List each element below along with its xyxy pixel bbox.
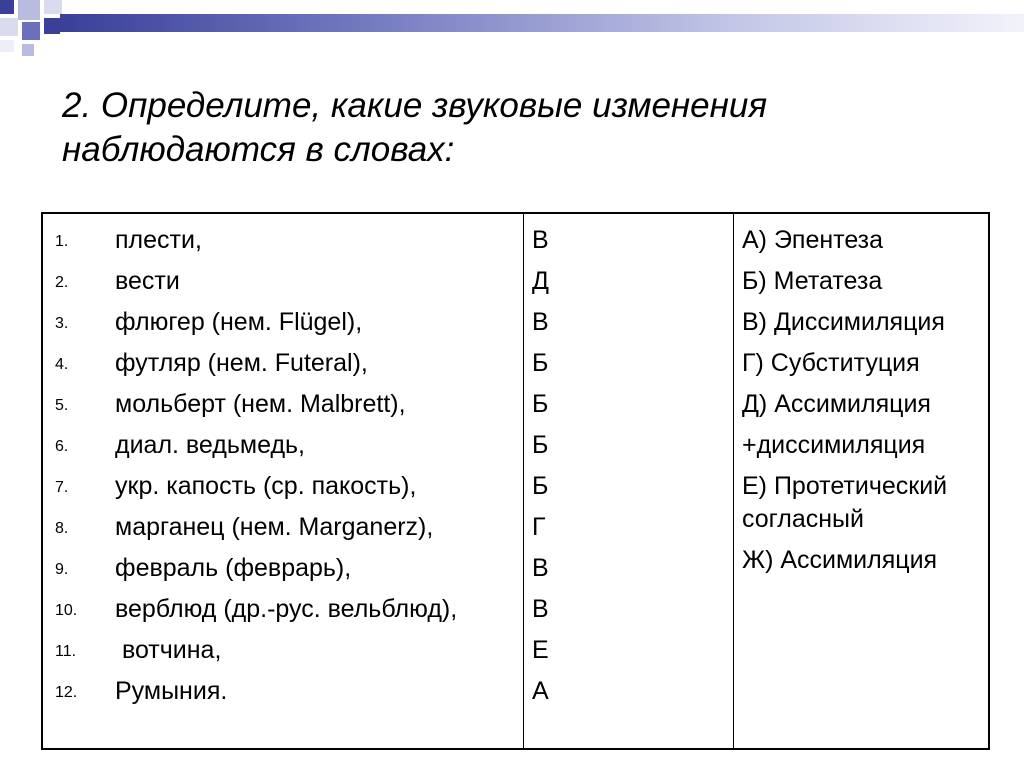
letters-list	[524, 214, 733, 716]
change-type: Е) Протетический согласный	[742, 472, 948, 533]
word-item	[43, 675, 523, 716]
gradient-stripe	[60, 14, 1024, 32]
word-item	[43, 347, 523, 388]
word-text: вотчина,	[115, 636, 222, 664]
answer-letter: А	[532, 677, 549, 705]
answer-letter: Б	[532, 390, 549, 418]
answer-letter: Е	[532, 636, 549, 664]
words-column	[43, 214, 524, 748]
word-text: верблюд (др.-рус. вельблюд),	[115, 595, 458, 623]
word-number: 11.	[55, 643, 77, 660]
decor-square	[0, 18, 18, 36]
decor-square	[44, 18, 60, 34]
word-item	[43, 224, 523, 265]
word-text: диал. ведьмедь,	[115, 431, 306, 459]
change-type: Г) Субституция	[742, 349, 920, 377]
words-list	[43, 214, 523, 716]
word-text: мольберт (нем. Malbrett),	[115, 390, 406, 418]
answer-letter: В	[532, 308, 549, 336]
decor-square	[0, 40, 14, 52]
change-type: Д) Ассимиляция	[742, 390, 931, 418]
answer-letter: Б	[532, 431, 549, 459]
exercise-table	[41, 212, 990, 750]
word-number: 9.	[55, 561, 69, 578]
change-type: А) Эпентеза	[742, 226, 884, 254]
answers-list	[734, 214, 988, 585]
slide-title	[62, 84, 962, 172]
word-number: 4.	[55, 356, 69, 373]
decor-square	[44, 0, 62, 14]
answers-column	[734, 214, 988, 748]
word-number: 12.	[55, 684, 78, 701]
change-type: В) Диссимиляция	[742, 308, 945, 336]
word-number: 10.	[55, 602, 78, 619]
word-text: флюгер (нем. Flügel),	[115, 308, 363, 336]
answer-letter: В	[532, 226, 549, 254]
word-text: Румыния.	[115, 677, 228, 705]
change-type: +диссимиляция	[742, 431, 926, 459]
word-text: февраль (феврарь),	[115, 554, 352, 582]
word-item	[43, 470, 523, 511]
word-number: 1.	[55, 233, 69, 250]
title-line-1: 2. Определите, какие звуковые изменения	[62, 86, 768, 125]
word-text: плести,	[115, 226, 202, 254]
change-type: Б) Метатеза	[742, 267, 883, 295]
word-number: 3.	[55, 315, 69, 332]
answer-letter: Д	[532, 267, 549, 295]
word-number: 6.	[55, 438, 69, 455]
answer-letter: В	[532, 554, 549, 582]
answer-letter: Б	[532, 472, 549, 500]
word-text: футляр (нем. Futeral),	[115, 349, 368, 377]
change-type: Ж) Ассимиляция	[742, 546, 938, 574]
letters-column	[524, 214, 734, 748]
decor-square	[22, 22, 40, 40]
word-number: 5.	[55, 397, 69, 414]
decor-square	[18, 0, 40, 20]
word-item	[43, 552, 523, 593]
answer-letter: В	[532, 595, 549, 623]
answer-letter: Г	[532, 513, 546, 541]
word-item	[43, 388, 523, 429]
word-number: 7.	[55, 479, 69, 496]
word-item	[43, 265, 523, 306]
decor-square	[22, 44, 34, 56]
word-item	[43, 429, 523, 470]
word-item	[43, 634, 523, 675]
word-text: укр. капость (ср. пакость),	[115, 472, 417, 500]
word-number: 8.	[55, 520, 69, 537]
decor-square	[0, 0, 14, 14]
word-item	[43, 511, 523, 552]
title-line-2: наблюдаются в словах:	[62, 130, 455, 169]
word-item	[43, 593, 523, 634]
word-number: 2.	[55, 274, 69, 291]
word-item	[43, 306, 523, 347]
decorative-header-bar	[0, 0, 1024, 50]
word-text: вести	[115, 267, 180, 295]
word-text: марганец (нем. Marganerz),	[115, 513, 434, 541]
answer-letter: Б	[532, 349, 549, 377]
